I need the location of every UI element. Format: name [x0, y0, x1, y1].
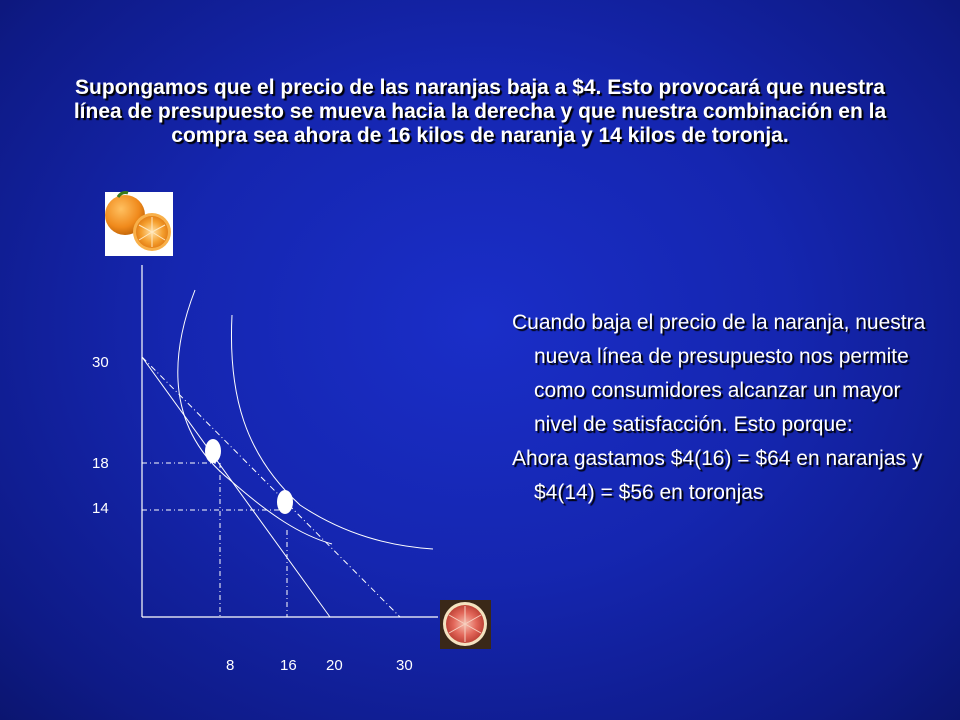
y-tick-label: 14 [92, 500, 109, 517]
explanation-paragraph-1: Cuando baja el precio de la naranja, nuestra nueva línea de presupuesto nos permite como consumidores alcanzar un mayor nivel de satisfacción. Esto porque: [512, 311, 926, 436]
budget-line-new [142, 357, 400, 617]
explanation-text [512, 306, 942, 510]
x-tick-label: 30 [396, 657, 413, 674]
explanation-paragraph-2: Ahora gastamos $4(16) = $64 en naranjas y $4(14) = $56 en toronjas [512, 447, 923, 504]
orange-icon [105, 192, 173, 256]
y-tick-label: 30 [92, 354, 109, 371]
x-tick-label: 16 [280, 657, 297, 674]
indifference-curve-1 [178, 290, 332, 544]
x-tick-label: 8 [226, 657, 235, 674]
budget-line-original [142, 357, 330, 617]
y-tick-label: 18 [92, 455, 109, 472]
x-tick-label: 20 [326, 657, 343, 674]
equilibrium-point-original [205, 439, 221, 463]
equilibrium-point-new [277, 490, 293, 514]
grapefruit-icon [440, 600, 491, 649]
indifference-curve-2 [231, 315, 433, 549]
slide-title: Supongamos que el precio de las naranjas baja a $4. Esto provocará que nuestra línea de presupuesto se mueva hacia la derecha y que nuestra combinación en la compra sea ahora de 16 kilos de naranja y 14 kilos de toronja. [73, 76, 887, 147]
